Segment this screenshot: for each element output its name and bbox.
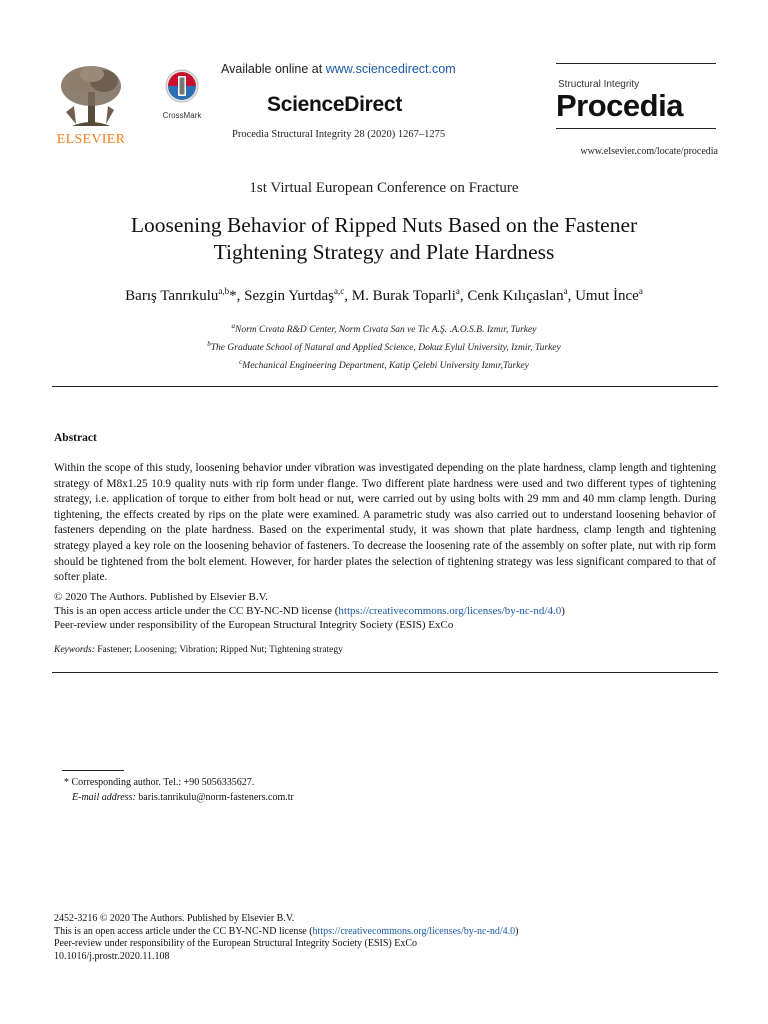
affiliation-sup: b	[207, 340, 211, 349]
email-address[interactable]: baris.tanrikulu@norm-fasteners.com.tr	[135, 791, 294, 803]
open-access-suffix: )	[561, 605, 565, 617]
affiliations	[0, 319, 768, 373]
bottom-peer-review: Peer-review under responsibility of the European Structural Integrity Society (ESIS) ExCo	[54, 938, 418, 949]
affiliation	[0, 337, 768, 355]
author: M. Burak Toparli	[351, 288, 456, 304]
keywords	[54, 645, 343, 655]
affiliation	[0, 355, 768, 373]
keywords-label: Keywords:	[54, 645, 95, 655]
crossmark-label: CrossMark	[162, 111, 202, 120]
author-affil-sup: a,c	[334, 286, 345, 296]
author: Umut İnce	[575, 288, 639, 304]
copyright-line: © 2020 The Authors. Published by Elsevier B.V.	[54, 591, 268, 603]
keywords-list: Fastener; Loosening; Vibration; Ripped Nut; Tightening strategy	[94, 645, 343, 655]
footnote	[64, 776, 294, 805]
journal-url[interactable]: www.elsevier.com/locate/procedia	[580, 146, 718, 157]
affiliation-sup: c	[239, 358, 243, 367]
sciencedirect-link[interactable]: www.sciencedirect.com	[325, 62, 456, 76]
bottom-oa-prefix: This is an open access article under the CC BY-NC-ND license (	[54, 925, 313, 937]
paper-title-line-2: Tightening Strategy and Plate Hardness	[213, 240, 555, 264]
procedia-title: Procedia	[556, 88, 683, 123]
bottom-info	[54, 913, 518, 963]
license-block	[54, 590, 716, 632]
bottom-license-link[interactable]: https://creativecommons.org/licenses/by-nc-nd/4.0	[312, 925, 516, 937]
doi[interactable]: 10.1016/j.prostr.2020.11.108	[54, 950, 170, 962]
peer-review-line: Peer-review under responsibility of the European Structural Integrity Society (ESIS) ExCo	[54, 619, 454, 631]
procedia-series: Structural Integrity	[558, 79, 640, 90]
affiliation	[0, 319, 768, 337]
author-affil-sup: a	[455, 286, 460, 296]
author-list: Barış Tanrıkulu$^{a,b}$*, Sezgin Yurtdaş$^{a,c}$, M. Burak Toparli$^a$, Cenk Kılıçaslan$^a$, Umut İnce$^a$	[125, 286, 643, 304]
open-access-prefix: This is an open access article under the CC BY-NC-ND license (	[54, 605, 339, 617]
footnote-rule	[62, 770, 124, 771]
issn-line: 2452-3216 © 2020 The Authors. Published by Elsevier B.V.	[54, 913, 295, 924]
affiliation-text: Mechanical Engineering Department, Katip Çelebi University Izmır,Turkey	[242, 361, 529, 372]
email-label: E-mail address:	[72, 791, 136, 803]
conference-name: 1st Virtual European Conference on Fracture	[249, 180, 519, 196]
divider-top	[52, 386, 718, 387]
author: Cenk Kılıçaslan	[467, 288, 564, 304]
license-link[interactable]: https://creativecommons.org/licenses/by-nc-nd/4.0	[338, 605, 562, 617]
corresponding-mark: *	[229, 288, 237, 304]
paper-title-line-1: Loosening Behavior of Ripped Nuts Based on the Fastener	[130, 213, 638, 237]
author: Barış Tanrıkulu	[125, 288, 219, 304]
affiliation-text: Norm Cıvata R&D Center, Norm Cıvata San ve Tic A.Ş. .A.O.S.B. Izmır, Turkey	[235, 325, 537, 336]
bottom-oa-suffix: )	[515, 925, 519, 937]
abstract-heading: Abstract	[54, 432, 97, 444]
open-access-line	[54, 604, 716, 618]
author-affil-sup: a,b	[218, 286, 230, 296]
crossmark-badge[interactable]	[158, 68, 206, 120]
procedia-masthead	[556, 63, 716, 129]
available-prefix: Available online at	[221, 62, 326, 76]
abstract-body: Within the scope of this study, loosening behavior under vibration was investigated depending on the plate hardness, clamp length and tightening strategy of M8x1.25 10.9 quality nuts with rip form under flange. Two different plate hardness were used and two different types of tightening strategy, i.e. application of torque to either from bolt head or nut, were carried out by using bolts with 29 mm and 40 mm clamp length. During tightening, the effects created by rips on the plate were examined. A parametric study was also carried out to understand loosening behavior of fasteners depending on the plate hardness. Based on the experimental study, it was shown that plate hardness, clamp length and tightening strategy played a key role on the loosening behavior of fasteners. To decrease the loosening rate of the assembly on softer plate, nut with rip form should be tightened from the bolt element. However, for harder plates the selection of tightening strategy was less significant compared to that of softer plate.	[54, 462, 716, 584]
author-affil-sup: a	[638, 286, 643, 296]
available-online	[221, 62, 456, 76]
corresponding-author: * Corresponding author. Tel.: +90 5056335627.	[64, 777, 255, 788]
crossmark-icon	[162, 68, 202, 104]
email-line	[64, 791, 294, 806]
affiliation-text: The Graduate School of Natural and Applied Science, Dokuz Eylul University, Izmir, Turkey	[210, 343, 561, 354]
author: Sezgin Yurtdaş	[244, 288, 335, 304]
affiliation-sup: a	[231, 322, 236, 330]
divider-bottom	[52, 672, 718, 673]
sciencedirect-brand: ScienceDirect	[267, 93, 403, 116]
author-affil-sup: a	[563, 286, 568, 296]
elsevier-wordmark: ELSEVIER	[56, 132, 126, 147]
bottom-open-access	[54, 926, 518, 939]
journal-reference: Procedia Structural Integrity 28 (2020) 1267–1275	[232, 129, 446, 140]
paper-title	[60, 212, 708, 266]
